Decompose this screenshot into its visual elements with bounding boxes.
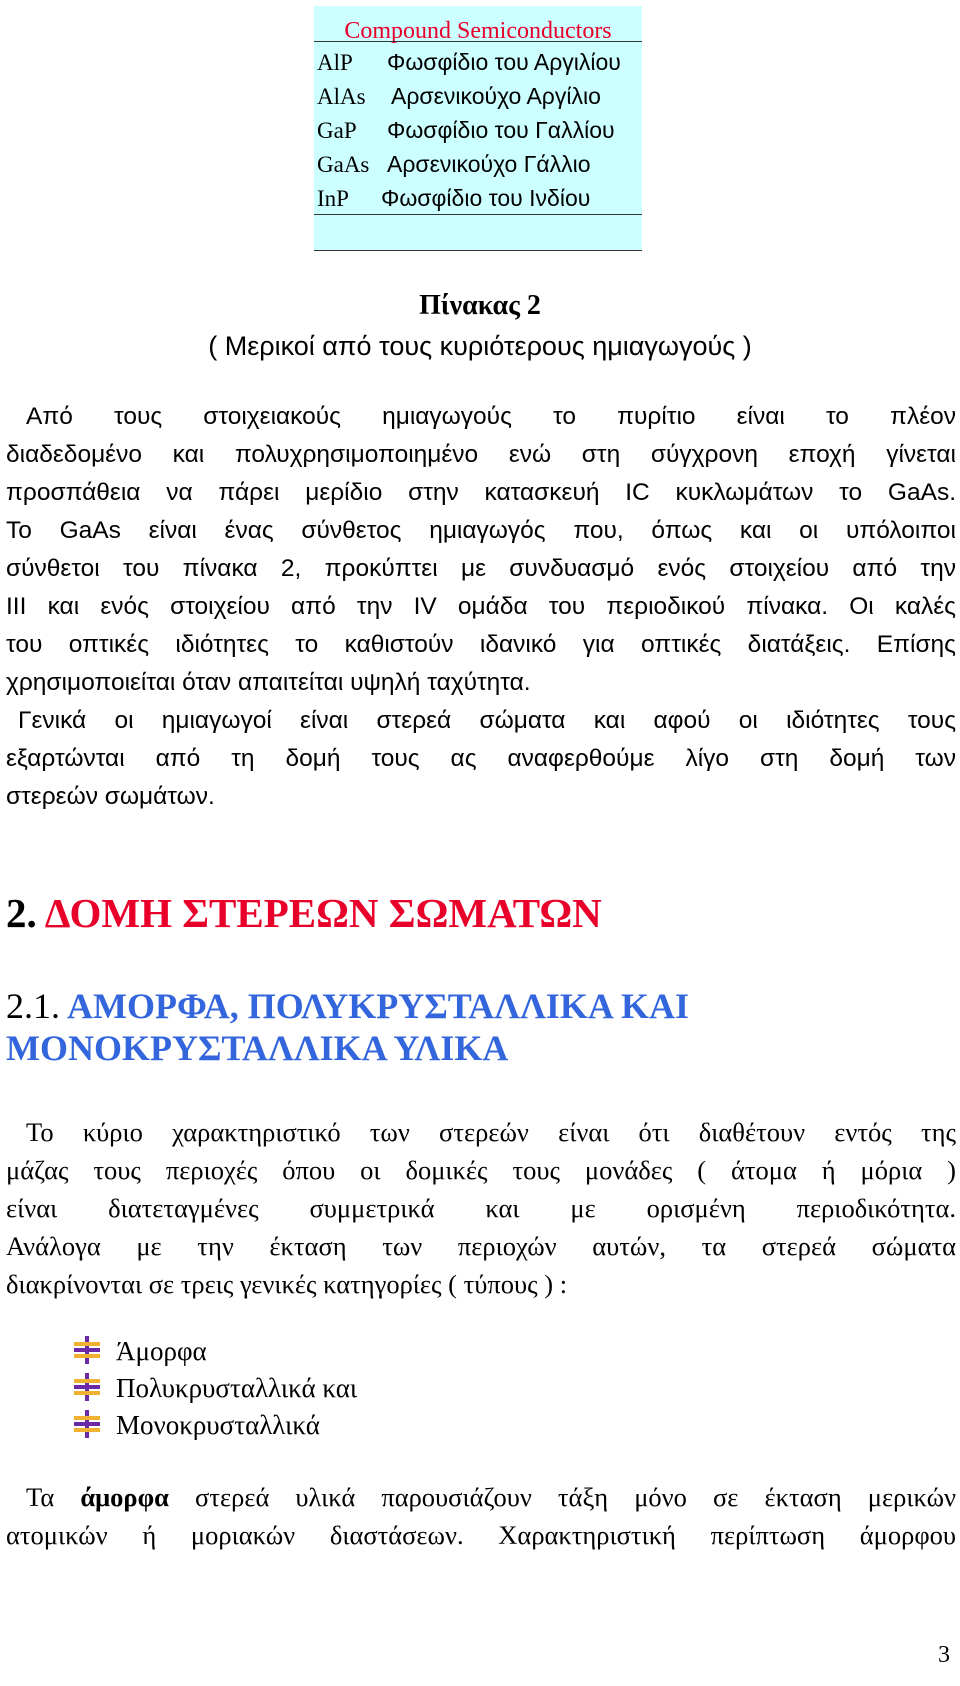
paragraph-line: σύνθετοι του πίνακα 2, προκύπτει με συνδυασμό ενός στοιχείου από την <box>6 555 956 582</box>
compound-symbol: GaP <box>317 118 357 143</box>
section-heading <box>6 888 602 938</box>
subsection-number: 2.1. <box>6 986 60 1026</box>
compound-symbol: InP <box>317 186 349 211</box>
compound-box-title: Compound Semiconductors <box>344 18 612 44</box>
paragraph-line: Ανάλογα με την έκταση των περιοχών αυτών, τα στερεά σώματα <box>6 1231 956 1261</box>
paragraph-line: εξαρτώνται από τη δομή τους ας αναφερθούμε λίγο στη δομή των <box>6 745 956 772</box>
compound-semiconductors-box <box>314 6 642 250</box>
bullet-icon <box>74 1336 100 1364</box>
table-caption-subtitle: ( Μερικοί από τους κυριότερους ημιαγωγούς ) <box>208 331 752 361</box>
bullet-item: Πολυκρυσταλλικά και <box>116 1373 358 1403</box>
bullet-icon <box>74 1410 100 1438</box>
compound-name: Φωσφίδιο του Ινδίου <box>381 185 591 211</box>
compound-name: Φωσφίδιο του Γαλλίου <box>387 117 615 143</box>
page-number: 3 <box>938 1642 950 1668</box>
compound-row <box>317 48 621 77</box>
compound-row <box>317 116 615 145</box>
compound-symbol: AlAs <box>317 84 366 109</box>
bold-term: άμορφα <box>80 1482 169 1512</box>
compound-symbol: GaAs <box>317 152 370 177</box>
section-title: ΔΟΜΗ ΣΤΕΡΕΩΝ ΣΩΜΑΤΩΝ <box>44 890 602 936</box>
bullet-icon <box>74 1373 100 1401</box>
subsection-title-line1: ΑΜΟΡΦΑ, ΠΟΛΥΚΡΥΣΤΑΛΛΙΚΑ ΚΑΙ <box>67 986 689 1026</box>
section-number: 2. <box>6 890 37 936</box>
paragraph-line: Από τους στοιχειακούς ημιαγωγούς το πυρίτιο είναι το πλέον <box>26 403 956 430</box>
paragraph-line: χρησιμοποιείται όταν απαιτείται υψηλή ταχύτητα. <box>6 669 531 696</box>
paragraph-line: Το GaAs είναι ένας σύνθετος ημιαγωγός που, όπως και οι υπόλοιποι <box>6 517 956 544</box>
compound-name: Αρσενικούχο Αργίλιο <box>391 83 601 109</box>
paragraph-line: διακρίνονται σε τρεις γενικές κατηγορίες ( τύπους ) : <box>6 1269 568 1299</box>
paragraph-line: Το κύριο χαρακτηριστικό των στερεών είναι ότι διαθέτουν εντός της <box>26 1117 956 1147</box>
divider <box>314 214 642 215</box>
subsection-heading <box>6 984 689 1028</box>
compound-name: Φωσφίδιο του Αργιλίου <box>387 49 621 75</box>
paragraph-line: Γενικά οι ημιαγωγοί είναι στερεά σώματα και αφού οι ιδιότητες τους <box>18 707 956 734</box>
compound-symbol: AlP <box>317 50 353 75</box>
divider <box>314 250 642 251</box>
text-span: στερεά υλικά παρουσιάζουν τάξη μόνο σε έκταση μερικών <box>168 1482 956 1512</box>
table-caption-title: Πίνακας 2 <box>419 290 541 321</box>
bullet-item: Μονοκρυσταλλικά <box>116 1410 320 1440</box>
paragraph-line: είναι διατεταγμένες συμμετρικά και με ορισμένη περιοδικότητα. <box>6 1193 956 1223</box>
compound-row <box>317 150 591 179</box>
paragraph-line: διαδεδομένο και πολυχρησιμοποιημένο ενώ στη σύγχρονη εποχή γίνεται <box>6 441 956 468</box>
paragraph-line: III και ενός στοιχείου από την IV ομάδα του περιοδικού πίνακα. Οι καλές <box>6 593 956 620</box>
compound-name: Αρσενικούχο Γάλλιο <box>387 151 591 177</box>
text-span: Τα <box>26 1482 81 1512</box>
subsection-title-line2: ΜΟΝΟΚΡΥΣΤΑΛΛΙΚΑ ΥΛΙΚΑ <box>6 1028 509 1068</box>
compound-row <box>317 82 601 111</box>
divider <box>314 41 642 42</box>
paragraph-line <box>6 1479 956 1517</box>
paragraph-line: στερεών σωμάτων. <box>6 783 215 810</box>
bullet-item: Άμορφα <box>116 1336 207 1366</box>
paragraph-line: ατομικών ή μοριακών διαστάσεων. Χαρακτηριστική περίπτωση άμορφου <box>6 1520 956 1550</box>
paragraph-line: του οπτικές ιδιότητες το καθιστούν ιδανικό για οπτικές διατάξεις. Επίσης <box>6 631 956 658</box>
paragraph-line: μάζας τους περιοχές όπου οι δομικές τους μονάδες ( άτομα ή μόρια ) <box>6 1155 956 1185</box>
paragraph-line: προσπάθεια να πάρει μερίδιο στην κατασκευή IC κυκλωμάτων το GaAs. <box>6 479 956 506</box>
compound-row <box>317 184 590 213</box>
